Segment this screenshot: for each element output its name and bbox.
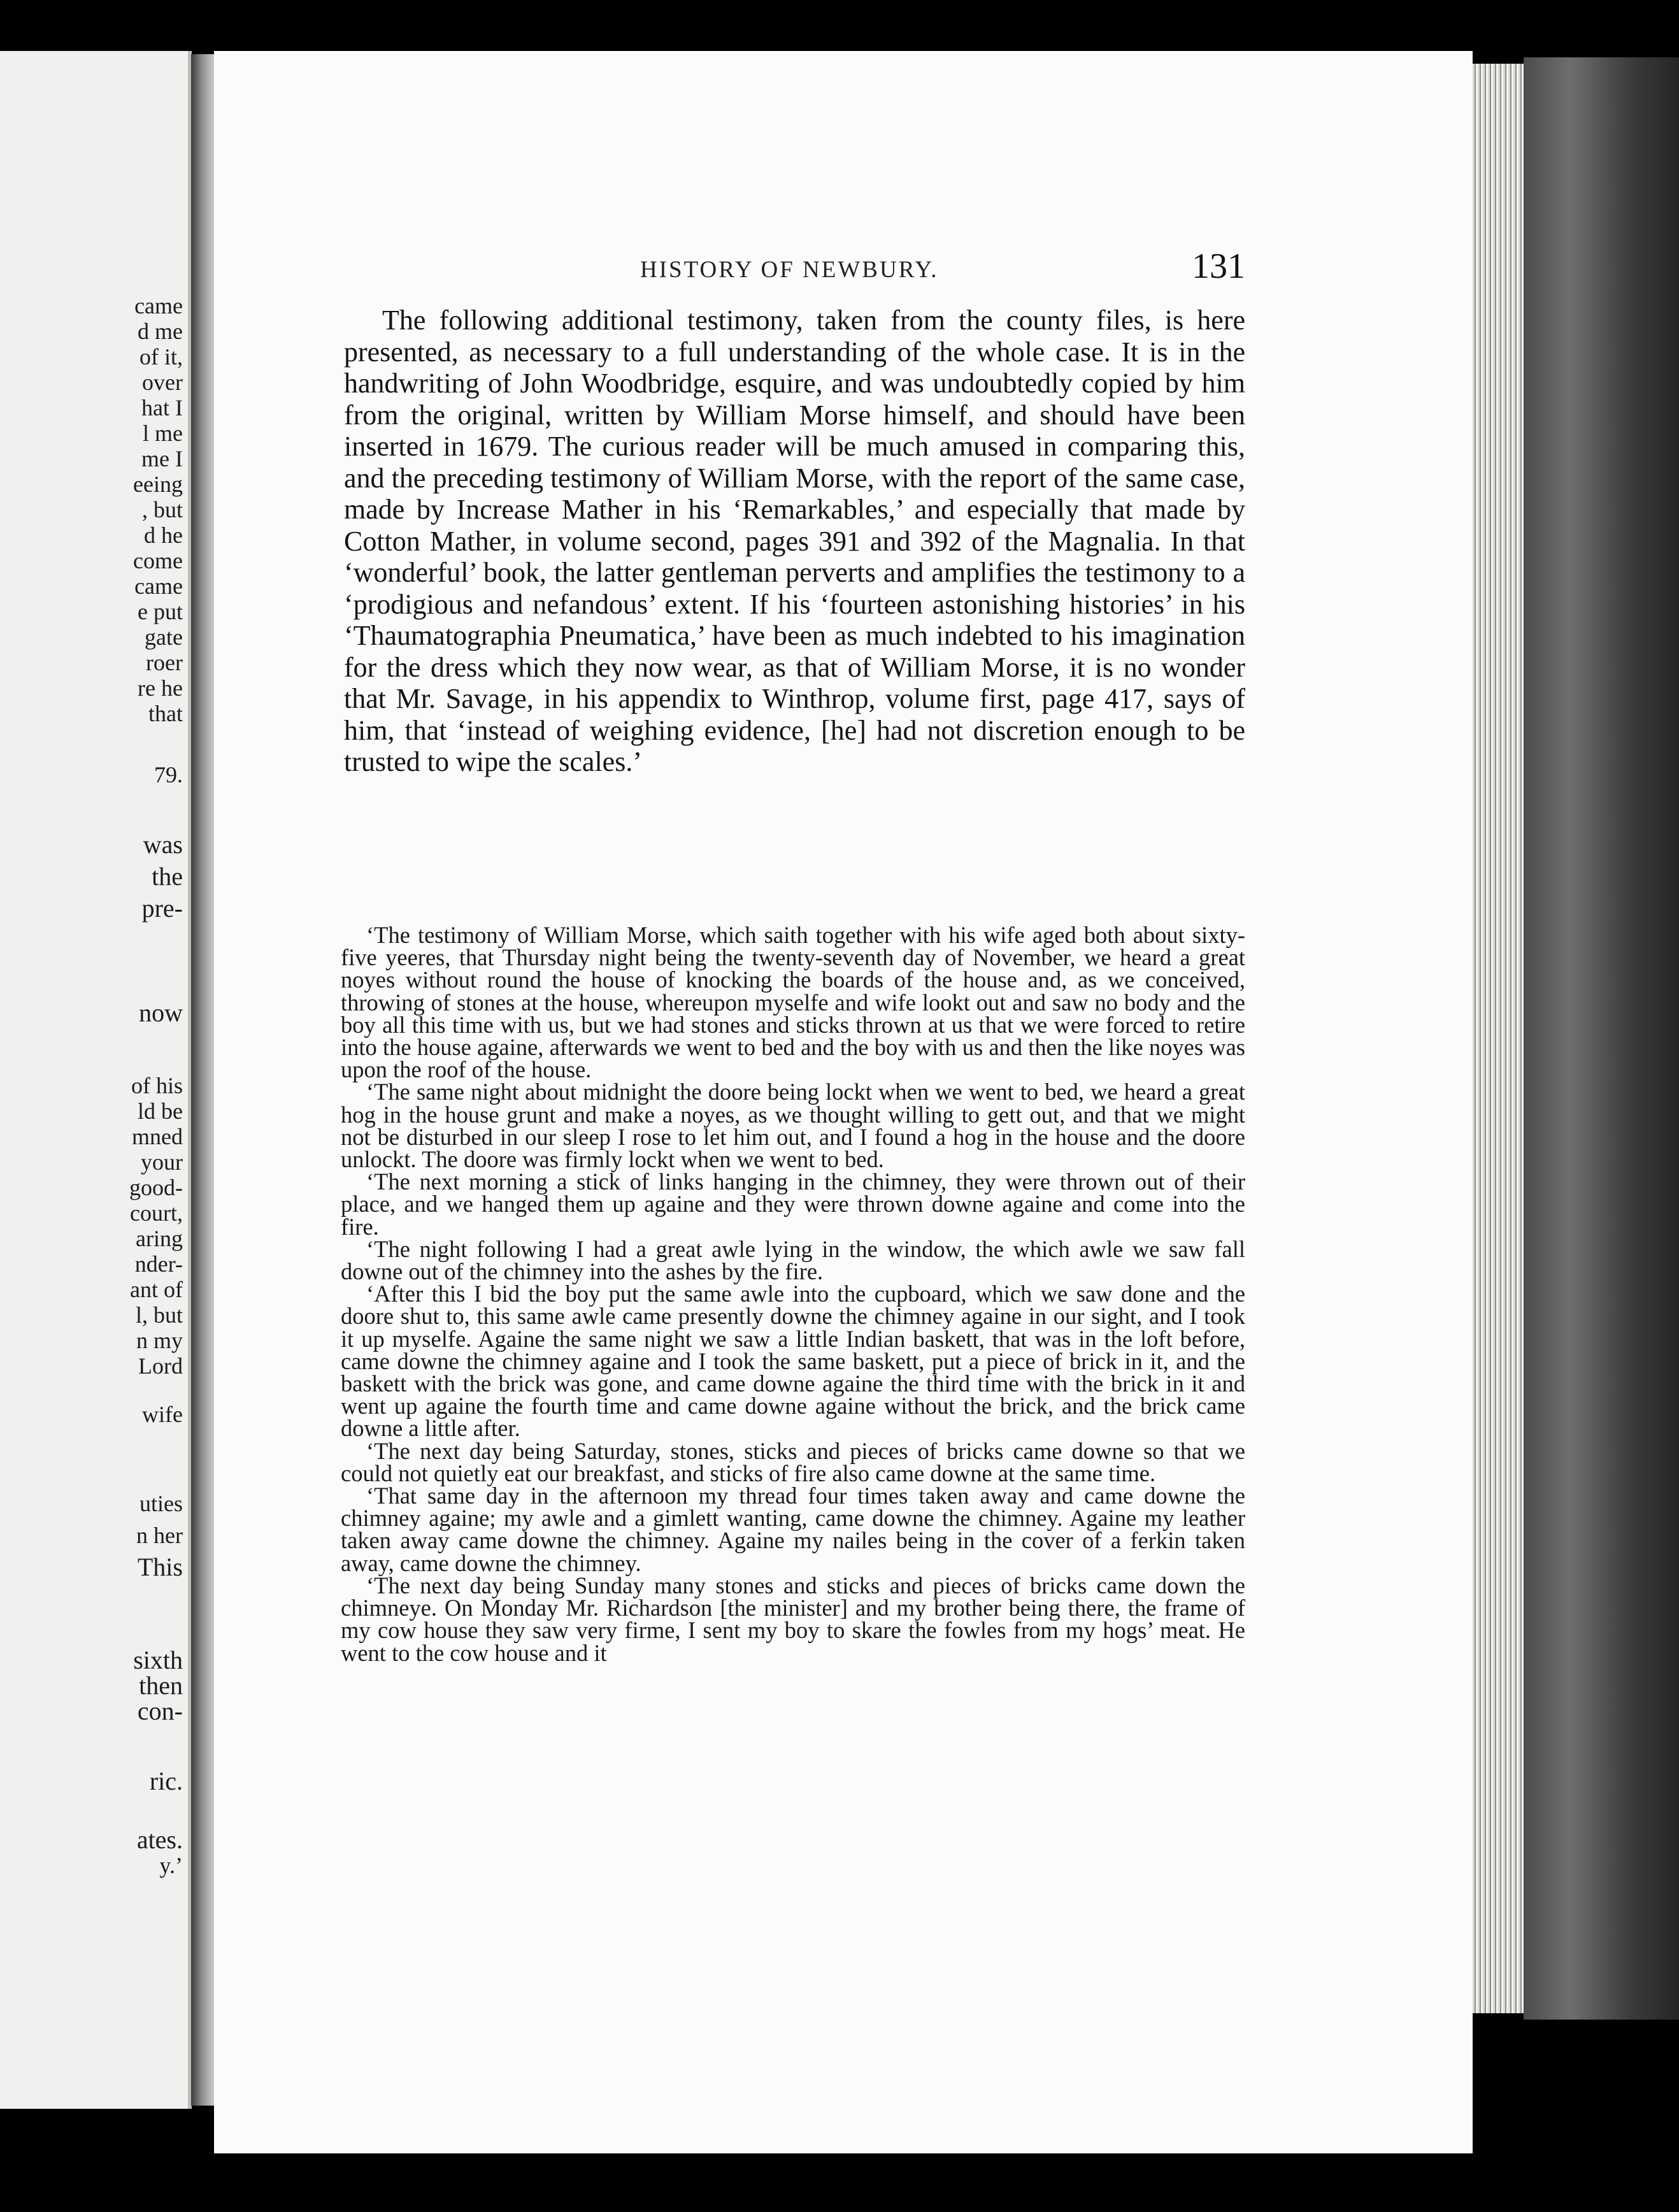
facing-page-fragment: over <box>142 370 183 395</box>
facing-page-fragment: d me <box>138 319 183 344</box>
testimony-paragraph: ‘The night following I had a great awle lying in the window, the which awle we saw fall downe out of the chimney into the ashes by the fire. <box>341 1235 1245 1285</box>
running-head: HISTORY OF NEWBURY. <box>640 257 939 283</box>
facing-page-fragment: ld be <box>138 1098 183 1124</box>
testimony-paragraph: ‘The next morning a stick of links hanging in the chimney, they were thrown out of their place, and we hanged them up againe and they were thrown downe againe and come into the fire. <box>341 1168 1245 1240</box>
facing-page-fragment: came <box>134 573 183 599</box>
intro-section <box>344 305 1245 778</box>
facing-page-fragment: uties <box>139 1491 183 1516</box>
facing-page-fragment: gate <box>145 624 183 650</box>
facing-page-fragment: n her <box>136 1523 183 1548</box>
facing-page-fragment: of it, <box>139 344 183 370</box>
facing-page-fragment: court, <box>130 1200 183 1226</box>
facing-page-fragment: of his <box>131 1073 183 1098</box>
facing-page-fragment: con- <box>137 1697 183 1725</box>
facing-page-fragment: sixth <box>133 1646 183 1674</box>
facing-page-fragment: your <box>141 1149 183 1175</box>
facing-page-fragment: wife <box>142 1402 183 1427</box>
book-gutter <box>191 54 217 2106</box>
facing-page-fragment: mned <box>132 1124 183 1149</box>
book-cover-edge <box>1524 57 1679 2020</box>
facing-page-fragment: , but <box>141 497 183 522</box>
facing-page-fragment: eeing <box>133 471 183 497</box>
facing-page-fragment: nder- <box>134 1251 183 1277</box>
page-header <box>640 246 1245 291</box>
testimony-paragraph: ‘The same night about midnight the doore being lockt when we went to bed, we heard a great hog in the house grunt and make a noyes, as we thought willing to gett out, and that we might not be disturbed in our sleep I rose to let him out, and I found a hog in the house and the doore unlockt. The doore was firmly lockt when we went to bed. <box>341 1079 1245 1173</box>
facing-page-fragment: came <box>134 293 183 319</box>
facing-page-fragment: ant of <box>130 1277 183 1302</box>
facing-page-fragment: good- <box>129 1175 183 1200</box>
facing-page-fragment: This <box>137 1553 183 1581</box>
intro-paragraph: The following additional testimony, taken from the county files, is here presented, as necessary to a full understanding of the whole case. It is in the handwriting of John Woodbridge, esquire, and was undoubtedly copied by him from the original, written by William Morse himself, and should have been inserted in 1679. The curious reader will be much amused in comparing this, and the preceding testimony of William Morse, with the report of the same case, made by Increase Mather in his ‘Remarkables,’ and especially that made by Cotton Mather, in volume second, pages 391 and 392 of the Magnalia. In that ‘wonderful’ book, the latter gentleman perverts and amplifies the testimony to a ‘prodigious and nefandous’ extent. If his ‘fourteen astonishing histories’ in his ‘Thaumatographia Pneumatica,’ have been as much indebted to his imagination for the dress which they now wear, as that of William Morse, it is no wonder that Mr. Savage, in his appendix to Winthrop, volume first, page 417, says of him, that ‘instead of weighing evidence, [he] had not discretion enough to be trusted to wipe the scales.’ <box>344 305 1245 777</box>
facing-page-fragment: come <box>133 548 183 573</box>
testimony-block <box>341 924 1245 1664</box>
facing-page-fragment: then <box>139 1671 183 1700</box>
facing-page-fragment: that <box>148 701 183 726</box>
testimony-paragraph: ‘The testimony of William Morse, which saith together with his wife aged both about sixty-five yeeres, that Thursday night being the twenty-seventh day of November, we heard a great noyes without round the house of knocking the boards of the house and, as we conceived, throwing of stones at the house, whereupon myselfe and wife lookt out and saw no body and the boy all this time with us, but we had stones and sticks thrown at us that we were forced to retire into the house againe, afterwards we went to bed and the boy with us and then the like noyes was upon the roof of the house. <box>341 922 1245 1083</box>
facing-page-fragment: was <box>143 830 183 859</box>
testimony-paragraph: ‘The next day being Saturday, stones, sticks and pieces of bricks came downe so that we could not quietly eat our breakfast, and sticks of fire also came downe at the same time. <box>341 1437 1245 1486</box>
facing-page-fragment: pre- <box>141 894 183 923</box>
testimony-paragraph: ‘That same day in the afternoon my thread four times taken away and came downe the chimney againe; my awle and a gimlett wanting, came downe the chimney. Againe my leather taken away came downe the chimney. Againe my nailes being in the cover of a ferkin taken away, came downe the chimney. <box>341 1483 1245 1576</box>
facing-page-fragment: the <box>152 862 183 891</box>
facing-page-fragment: Lord <box>138 1353 183 1379</box>
facing-page-fragment: l me <box>143 420 183 446</box>
facing-page-fragment: y.’ <box>159 1853 183 1878</box>
facing-page-fragment: e put <box>138 599 183 624</box>
facing-page-fragment: 79. <box>154 762 183 787</box>
testimony-paragraph: ‘The next day being Sunday many stones and sticks and pieces of bricks came down the chimneye. On Monday Mr. Richardson [the minister] and my brother being there, the frame of my cow house they saw very firme, I sent my boy to skare the fowles from my hogs’ meat. He went to the cow house and it <box>341 1572 1245 1666</box>
facing-page <box>0 51 192 2109</box>
facing-page-fragment: hat I <box>141 395 183 420</box>
page-edges <box>1473 64 1524 2013</box>
facing-page-fragment: ric. <box>149 1767 183 1795</box>
page-number: 131 <box>1192 247 1245 286</box>
facing-page-fragment: l, but <box>135 1302 183 1328</box>
facing-page-fragment: me I <box>141 446 183 471</box>
facing-page-fragment: re he <box>138 675 183 701</box>
facing-page-fragment: now <box>139 998 183 1027</box>
testimony-paragraph: ‘After this I bid the boy put the same awle into the cupboard, which we saw done and the doore shut to, this same awle came presently downe the chimney againe in our sight, and I took it up myselfe. Againe the same night we saw a little Indian baskett, that was in the loft before, came downe the chimney againe and I took the same baskett, put a piece of brick in it, and the baskett with the brick was gone, and came downe againe the third time with the brick in it and went up againe the fourth time and came downe againe without the brick, and the brick came downe a little after. <box>341 1281 1245 1442</box>
facing-page-fragment: aring <box>136 1226 183 1251</box>
facing-page-fragment: n my <box>136 1328 183 1353</box>
facing-page-fragment: roer <box>146 650 183 675</box>
facing-page-fragment: ates. <box>136 1825 183 1854</box>
facing-page-fragment: d he <box>144 522 183 548</box>
